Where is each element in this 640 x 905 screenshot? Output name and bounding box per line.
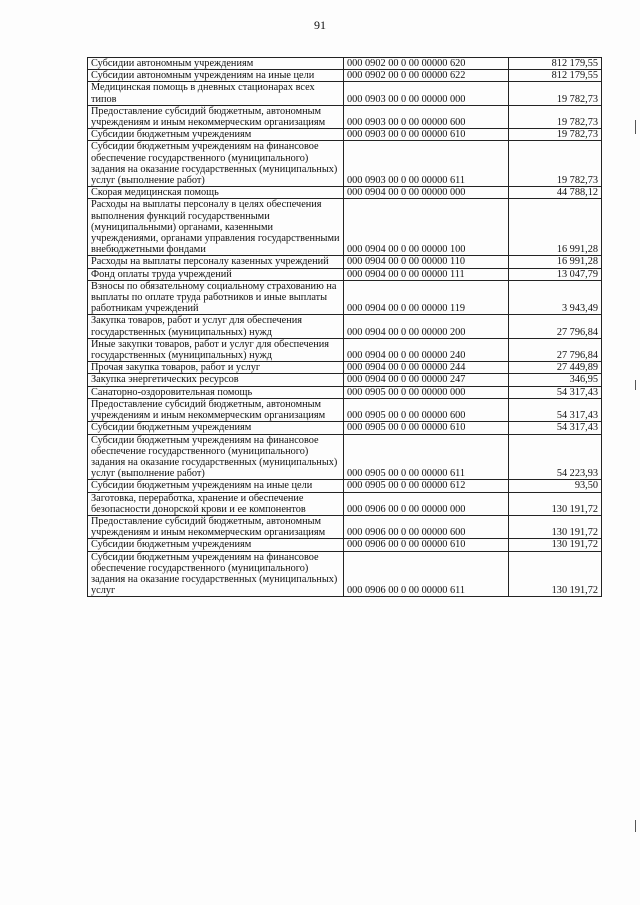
row-name-cell: Предоставление субсидий бюджетным, автономным учреждениям и иным некоммерческим организациям — [88, 398, 344, 421]
row-name-cell: Заготовка, переработка, хранение и обеспечение безопасности донорской крови и ее компонентов — [88, 492, 344, 515]
row-code-cell: 000 0905 00 0 00 00000 000 — [344, 386, 509, 398]
table-row — [88, 82, 602, 105]
row-code-cell: 000 0904 00 0 00 00000 244 — [344, 362, 509, 374]
row-name-cell: Субсидии бюджетным учреждениям на финансовое обеспечение государственного (муниципального) задания на оказание государственных (муниципальных) услуг (выполнение работ) — [88, 141, 344, 187]
table-row — [88, 315, 602, 338]
row-amount-cell: 3 943,49 — [509, 280, 602, 315]
row-name-cell: Предоставление субсидий бюджетным, автономным учреждениям и иным некоммерческим организациям — [88, 105, 344, 128]
row-amount-cell: 16 991,28 — [509, 256, 602, 268]
table-row — [88, 539, 602, 551]
row-amount-cell: 13 047,79 — [509, 268, 602, 280]
row-name-cell: Закупка энергетических ресурсов — [88, 374, 344, 386]
row-code-cell: 000 0904 00 0 00 00000 000 — [344, 187, 509, 199]
row-code-cell: 000 0905 00 0 00 00000 612 — [344, 480, 509, 492]
row-code-cell: 000 0902 00 0 00 00000 622 — [344, 70, 509, 82]
row-code-cell: 000 0903 00 0 00 00000 600 — [344, 105, 509, 128]
table-row — [88, 105, 602, 128]
row-code-cell: 000 0904 00 0 00 00000 200 — [344, 315, 509, 338]
row-amount-cell: 27 796,84 — [509, 315, 602, 338]
table-row — [88, 199, 602, 256]
row-code-cell: 000 0906 00 0 00 00000 611 — [344, 551, 509, 597]
table-row — [88, 551, 602, 597]
row-amount-cell: 19 782,73 — [509, 129, 602, 141]
row-name-cell: Субсидии бюджетным учреждениям на иные цели — [88, 480, 344, 492]
row-name-cell: Предоставление субсидий бюджетным, автономным учреждениям и иным некоммерческим организациям — [88, 515, 344, 538]
row-name-cell: Фонд оплаты труда учреждений — [88, 268, 344, 280]
row-name-cell: Иные закупки товаров, работ и услуг для обеспечения государственных (муниципальных) нужд — [88, 338, 344, 361]
table-row — [88, 386, 602, 398]
row-amount-cell: 19 782,73 — [509, 141, 602, 187]
row-code-cell: 000 0904 00 0 00 00000 240 — [344, 338, 509, 361]
table-row — [88, 129, 602, 141]
table-row — [88, 58, 602, 70]
row-name-cell: Субсидии бюджетным учреждениям — [88, 129, 344, 141]
row-amount-cell: 130 191,72 — [509, 539, 602, 551]
row-amount-cell: 16 991,28 — [509, 199, 602, 256]
row-amount-cell: 44 788,12 — [509, 187, 602, 199]
scan-edge-mark — [635, 380, 636, 390]
row-code-cell: 000 0904 00 0 00 00000 100 — [344, 199, 509, 256]
row-code-cell: 000 0903 00 0 00 00000 610 — [344, 129, 509, 141]
table-row — [88, 374, 602, 386]
row-name-cell: Субсидии бюджетным учреждениям на финансовое обеспечение государственного (муниципального) задания на оказание государственных (муниципальных) услуг — [88, 551, 344, 597]
row-amount-cell: 27 796,84 — [509, 338, 602, 361]
row-name-cell: Взносы по обязательному социальному страхованию на выплаты по оплате труда работников и иные выплаты работникам учреждений — [88, 280, 344, 315]
row-name-cell: Медицинская помощь в дневных стационарах всех типов — [88, 82, 344, 105]
table-row — [88, 515, 602, 538]
row-code-cell: 000 0905 00 0 00 00000 610 — [344, 422, 509, 434]
row-code-cell: 000 0902 00 0 00 00000 620 — [344, 58, 509, 70]
table-row — [88, 70, 602, 82]
table-row — [88, 362, 602, 374]
table-row — [88, 338, 602, 361]
row-code-cell: 000 0903 00 0 00 00000 000 — [344, 82, 509, 105]
table-row — [88, 492, 602, 515]
table-row — [88, 141, 602, 187]
row-name-cell: Субсидии автономным учреждениям — [88, 58, 344, 70]
table-row — [88, 280, 602, 315]
scan-edge-mark — [635, 120, 636, 134]
table-row — [88, 187, 602, 199]
row-amount-cell: 130 191,72 — [509, 515, 602, 538]
row-amount-cell: 130 191,72 — [509, 551, 602, 597]
table-row — [88, 480, 602, 492]
page-number: 91 — [314, 18, 326, 32]
row-name-cell: Расходы на выплаты персоналу казенных учреждений — [88, 256, 344, 268]
row-code-cell: 000 0904 00 0 00 00000 247 — [344, 374, 509, 386]
row-name-cell: Субсидии автономным учреждениям на иные цели — [88, 70, 344, 82]
table-row — [88, 256, 602, 268]
budget-table-body — [88, 58, 602, 597]
table-row — [88, 422, 602, 434]
row-amount-cell: 54 317,43 — [509, 386, 602, 398]
row-amount-cell: 812 179,55 — [509, 70, 602, 82]
budget-table — [87, 57, 602, 597]
row-code-cell: 000 0904 00 0 00 00000 119 — [344, 280, 509, 315]
row-amount-cell: 54 223,93 — [509, 434, 602, 480]
row-amount-cell: 130 191,72 — [509, 492, 602, 515]
row-code-cell: 000 0906 00 0 00 00000 610 — [344, 539, 509, 551]
row-code-cell: 000 0904 00 0 00 00000 111 — [344, 268, 509, 280]
row-name-cell: Скорая медицинская помощь — [88, 187, 344, 199]
row-name-cell: Субсидии бюджетным учреждениям — [88, 422, 344, 434]
table-row — [88, 398, 602, 421]
row-name-cell: Расходы на выплаты персоналу в целях обеспечения выполнения функций государственными (муниципальными) органами, казенными учреждениями, органами управления государственными внебюджетными фондами — [88, 199, 344, 256]
row-code-cell: 000 0905 00 0 00 00000 600 — [344, 398, 509, 421]
table-row — [88, 434, 602, 480]
row-code-cell: 000 0904 00 0 00 00000 110 — [344, 256, 509, 268]
row-name-cell: Санаторно-оздоровительная помощь — [88, 386, 344, 398]
row-code-cell: 000 0903 00 0 00 00000 611 — [344, 141, 509, 187]
row-amount-cell: 19 782,73 — [509, 82, 602, 105]
row-name-cell: Субсидии бюджетным учреждениям — [88, 539, 344, 551]
row-code-cell: 000 0906 00 0 00 00000 600 — [344, 515, 509, 538]
row-amount-cell: 54 317,43 — [509, 422, 602, 434]
row-name-cell: Закупка товаров, работ и услуг для обеспечения государственных (муниципальных) нужд — [88, 315, 344, 338]
row-amount-cell: 93,50 — [509, 480, 602, 492]
row-code-cell: 000 0906 00 0 00 00000 000 — [344, 492, 509, 515]
row-amount-cell: 346,95 — [509, 374, 602, 386]
row-code-cell: 000 0905 00 0 00 00000 611 — [344, 434, 509, 480]
table-row — [88, 268, 602, 280]
row-amount-cell: 54 317,43 — [509, 398, 602, 421]
row-amount-cell: 19 782,73 — [509, 105, 602, 128]
scan-edge-mark — [635, 820, 636, 832]
row-amount-cell: 812 179,55 — [509, 58, 602, 70]
row-amount-cell: 27 449,89 — [509, 362, 602, 374]
row-name-cell: Субсидии бюджетным учреждениям на финансовое обеспечение государственного (муниципального) задания на оказание государственных (муниципальных) услуг (выполнение работ) — [88, 434, 344, 480]
row-name-cell: Прочая закупка товаров, работ и услуг — [88, 362, 344, 374]
